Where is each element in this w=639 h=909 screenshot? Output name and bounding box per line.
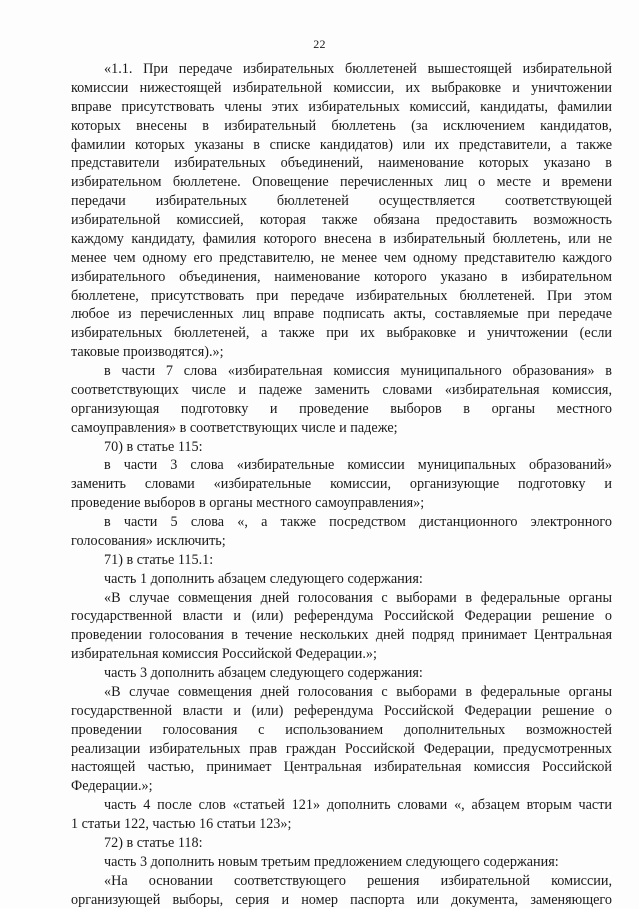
text-line: проведении голосования с использованием дополнительных возможностей: [71, 721, 612, 740]
text-line: избирательных бюллетеней, а также при их выбраковке и уничтожении (если: [71, 324, 612, 343]
text-line: в части 3 слова «избирательные комиссии муниципальных образований»: [71, 456, 612, 475]
text-line: 1 статьи 122, частью 16 статьи 123»;: [71, 815, 612, 834]
text-line: Федерации.»;: [71, 777, 612, 796]
text-line: избирательном бюллетене. Оповещение перечисленных лиц о месте и времени: [71, 173, 612, 192]
text-line: 70) в статье 115:: [71, 438, 612, 457]
text-line: в части 5 слова «, а также посредством дистанционного электронного: [71, 513, 612, 532]
text-line: организующей выборы, серия и номер паспорта или документа, заменяющего: [71, 891, 612, 909]
text-line: передачи избирательных бюллетеней осуществляется соответствующей: [71, 192, 612, 211]
text-line: «1.1. При передаче избирательных бюллетеней вышестоящей избирательной: [71, 60, 612, 79]
text-line: комиссии нижестоящей избирательной комиссии, их выбраковке и уничтожении: [71, 79, 612, 98]
text-line: фамилии которых указаны в списке кандидатов) или их представители, а также: [71, 136, 612, 155]
text-line: менее чем одному его представителю, не менее чем одному представителю каждого: [71, 249, 612, 268]
text-line: каждому кандидату, фамилия которого внесена в избирательный бюллетень, или не: [71, 230, 612, 249]
text-line: вправе присутствовать члены этих избирательных комиссий, кандидаты, фамилии: [71, 98, 612, 117]
document-body: [71, 60, 612, 909]
text-line: часть 4 после слов «статьей 121» дополнить словами «, абзацем вторым части: [71, 796, 612, 815]
text-line: «На основании соответствующего решения избирательной комиссии,: [71, 872, 612, 891]
text-line: бюллетене, присутствовать при передаче избирательных бюллетеней. При этом: [71, 287, 612, 306]
text-line: проведение выборов в органы местного самоуправления»;: [71, 494, 612, 513]
text-line: часть 3 дополнить новым третьим предложением следующего содержания:: [71, 853, 612, 872]
text-line: 71) в статье 115.1:: [71, 551, 612, 570]
text-line: которых внесены в избирательный бюллетень (за исключением кандидатов,: [71, 117, 612, 136]
text-line: организующая подготовку и проведение выборов в органы местного: [71, 400, 612, 419]
text-line: настоящей частью, принимает Центральная избирательная комиссия Российской: [71, 758, 612, 777]
text-line: самоуправления» в соответствующих числе и падеже;: [71, 419, 612, 438]
text-line: государственной власти и (или) референдума Российской Федерации решение о: [71, 607, 612, 626]
text-line: государственной власти и (или) референдума Российской Федерации решение о: [71, 702, 612, 721]
text-line: избирательной комиссией, которая также обязана предоставить возможность: [71, 211, 612, 230]
text-line: 72) в статье 118:: [71, 834, 612, 853]
text-line: таковые производятся).»;: [71, 343, 612, 362]
text-line: избирательного объединения, наименование которого указано в избирательном: [71, 268, 612, 287]
text-line: любое из перечисленных лиц вправе подписать акты, составляемые при передаче: [71, 305, 612, 324]
text-line: реализации избирательных прав граждан Российской Федерации, предусмотренных: [71, 740, 612, 759]
text-line: голосования» исключить;: [71, 532, 612, 551]
page-number: 22: [0, 37, 639, 52]
text-line: избирательная комиссия Российской Федерации.»;: [71, 645, 612, 664]
text-line: часть 3 дополнить абзацем следующего содержания:: [71, 664, 612, 683]
text-line: часть 1 дополнить абзацем следующего содержания:: [71, 570, 612, 589]
text-line: представители избирательных объединений, наименование которых указано в: [71, 154, 612, 173]
text-line: заменить словами «избирательные комиссии, организующие подготовку и: [71, 475, 612, 494]
text-line: «В случае совмещения дней голосования с выборами в федеральные органы: [71, 589, 612, 608]
text-line: в части 7 слова «избирательная комиссия муниципального образования» в: [71, 362, 612, 381]
text-line: соответствующих числе и падеже заменить словами «избирательная комиссия,: [71, 381, 612, 400]
text-line: «В случае совмещения дней голосования с выборами в федеральные органы: [71, 683, 612, 702]
text-line: проведении голосования в течение нескольких дней подряд принимает Центральная: [71, 626, 612, 645]
